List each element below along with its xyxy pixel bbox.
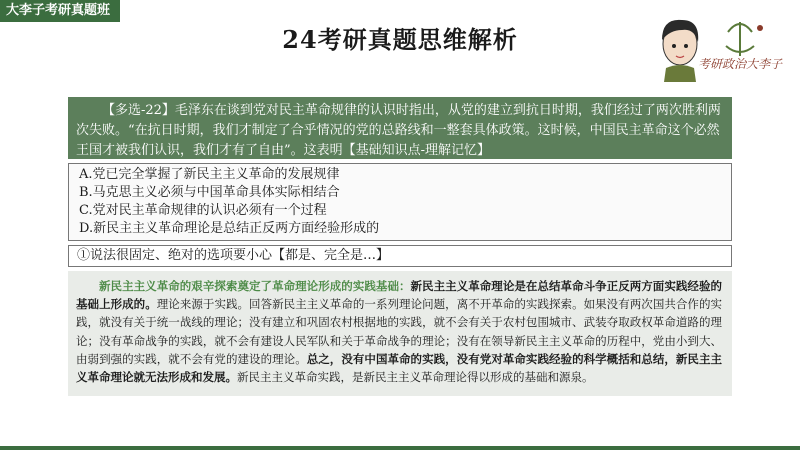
option-b: B.马克思主义必须与中国革命具体实际相结合	[79, 185, 340, 200]
analysis-heading: 新民主主义革命的艰辛探索奠定了革命理论形成的实践基础：	[99, 279, 411, 293]
analysis-panel	[68, 271, 732, 396]
analysis-bold-2: 总之，没有中国革命的实践，没有党对革命实践经验的科学概括和总结，新民主主义革命理论就无法形成和发展。	[76, 351, 723, 385]
options-list	[68, 163, 732, 241]
analysis-body-2: 新民主主义革命实践，是新民主主义革命理论得以形成的基础和源泉。	[237, 370, 594, 385]
option-c: C.党对民主革命规律的认识必须有一个过程	[79, 203, 327, 218]
option-d: D.新民主主义革命理论是总结正反两方面经验形成的	[79, 221, 380, 236]
option-a: A.党已完全掌握了新民主主义革命的发展规律	[79, 167, 340, 182]
bottom-accent-bar	[0, 446, 800, 450]
page-title: 24考研真题思维解析	[282, 25, 518, 54]
analysis-bold-1: 新民主主义革命理论是在总结革命斗争正反两方面实践经验的基础上形成的。	[76, 279, 722, 312]
tip-text: ①说法很固定、绝对的选项要小心【都是、完全是…】	[68, 245, 732, 267]
logo-text: 考研政治大李子	[698, 57, 783, 71]
analysis-body-1: 理论来源于实践。回答新民主主义革命的一系列理论问题，离不开革命的实践探索。如果没有两次国共合作的实践，就没有关于统一战线的理论；没有建立和巩固农村根据地的实践，就不会有关于农村包围城市、武装夺取政权革命道路的理论；没有革命战争的实践，就不会有建设人民军队和关于革命战争的理论；没有在领导新民主主义革命的历程中，党由小到大、由弱到强的实践，就不会有党的建设的理论。	[76, 297, 723, 366]
question-text: 【多选-22】毛泽东在谈到党对民主革命规律的认识时指出，从党的建立到抗日时期，我们经过了两次胜利两次失败。“在抗日时期，我们才制定了合乎情况的党的总路线和一整套具体政策。这时候，中国民主革命这个必然王国才被我们认识，我们才有了自由”。这表明【基础知识点-理解记忆】	[68, 97, 732, 159]
course-tab-label: 大李子考研真题班	[0, 0, 120, 22]
